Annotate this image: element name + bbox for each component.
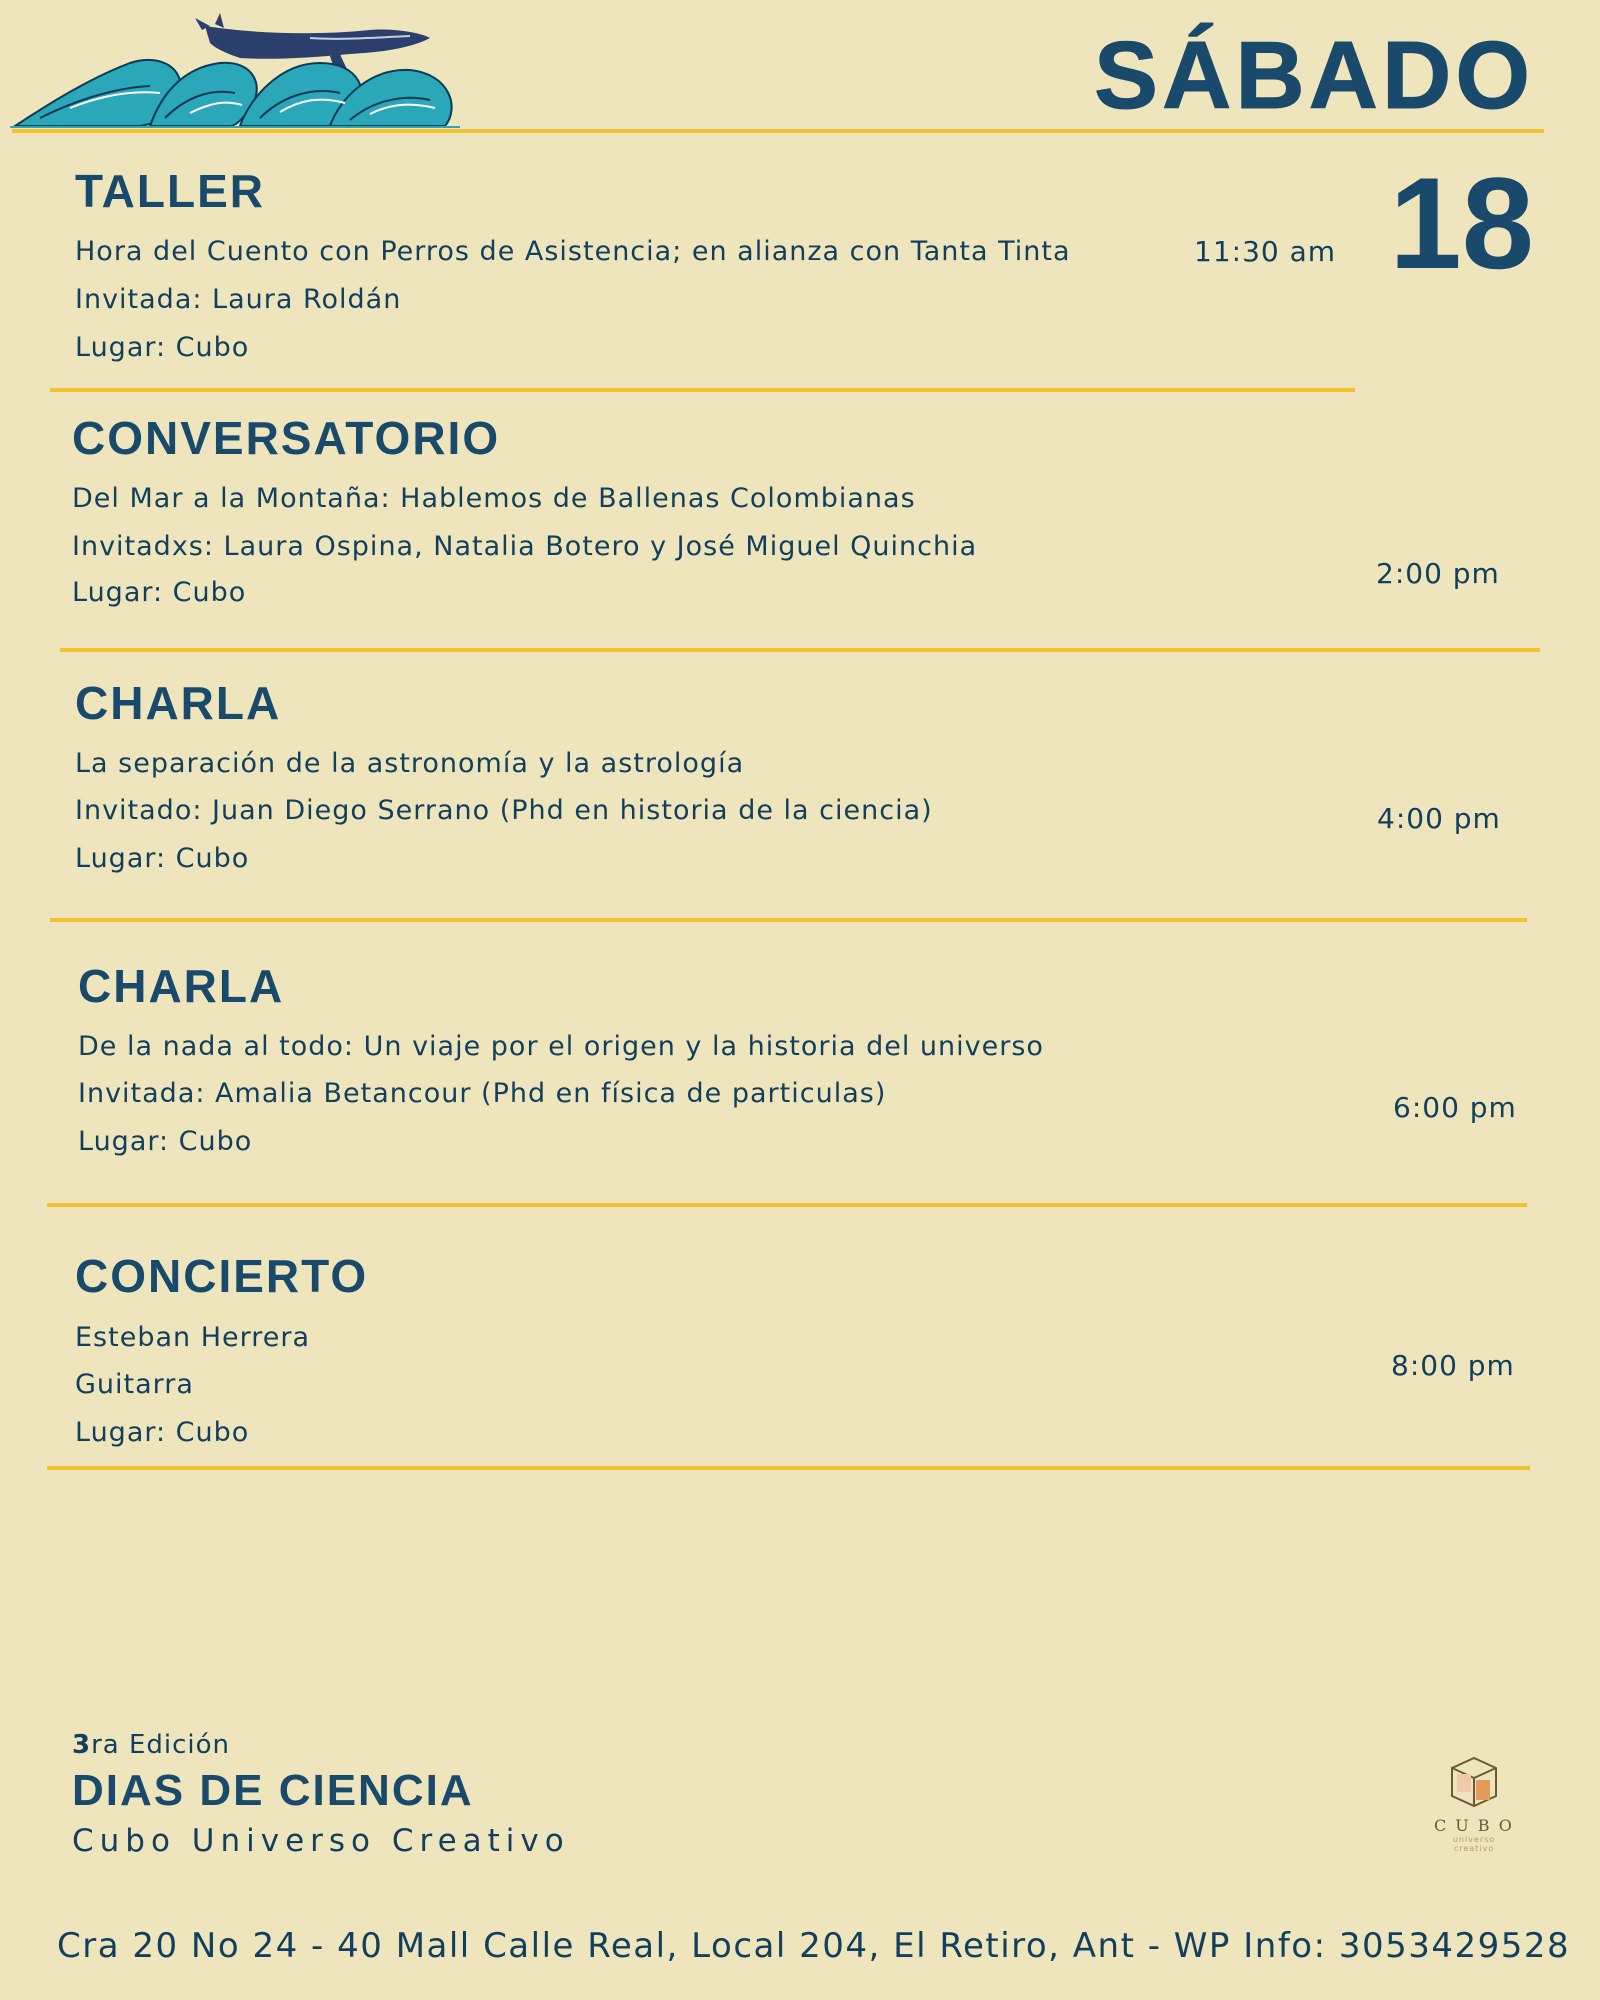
event-category: CONVERSATORIO <box>72 412 501 464</box>
organizer-name: Cubo Universo Creativo <box>72 1823 570 1859</box>
event-guest: Invitadxs: Laura Ospina, Natalia Botero y José Miguel Quinchia <box>72 531 978 562</box>
event-title: Esteban Herrera <box>75 1322 311 1353</box>
event-location: Lugar: Cubo <box>75 843 250 874</box>
event-location: Lugar: Cubo <box>78 1126 253 1157</box>
edition-suffix: ra Edición <box>91 1730 231 1760</box>
event-title: De la nada al todo: Un viaje por el origen y la historia del universo <box>78 1031 1044 1062</box>
event-category: CHARLA <box>75 677 282 729</box>
logo-subtitle: universo creativo <box>1452 1835 1496 1853</box>
event-category: CHARLA <box>78 960 285 1012</box>
event-category: TALLER <box>75 165 266 217</box>
event-location: Lugar: Cubo <box>75 1417 250 1448</box>
event-title: Hora del Cuento con Perros de Asistencia; en alianza con Tanta Tinta <box>75 236 1071 267</box>
event-guest: Guitarra <box>75 1369 194 1400</box>
festival-name: DIAS DE CIENCIA <box>72 1766 474 1815</box>
event-time: 8:00 pm <box>1391 1349 1515 1382</box>
event-divider <box>47 1466 1530 1470</box>
event-title: La separación de la astronomía y la astrología <box>75 748 745 779</box>
event-divider <box>47 1203 1527 1207</box>
event-divider <box>50 388 1355 392</box>
whale-wave-illustration <box>10 8 460 128</box>
event-guest: Invitada: Laura Roldán <box>75 284 402 315</box>
event-location: Lugar: Cubo <box>72 577 247 608</box>
event-time: 2:00 pm <box>1376 557 1500 590</box>
edition-label <box>72 1730 230 1760</box>
event-time: 6:00 pm <box>1393 1091 1517 1124</box>
logo-word: CUBO <box>1434 1816 1521 1835</box>
event-category: CONCIERTO <box>75 1250 369 1302</box>
day-heading: SÁBADO <box>1093 22 1534 129</box>
event-divider <box>50 918 1527 922</box>
cubo-logo-icon <box>1444 1752 1504 1812</box>
edition-number: 3 <box>72 1730 92 1760</box>
event-location: Lugar: Cubo <box>75 332 250 363</box>
header-divider <box>12 129 1544 133</box>
event-divider <box>60 648 1540 652</box>
event-title: Del Mar a la Montaña: Hablemos de Ballenas Colombianas <box>72 483 916 514</box>
event-time: 4:00 pm <box>1377 802 1501 835</box>
date-number: 18 <box>1389 150 1534 296</box>
event-guest: Invitado: Juan Diego Serrano (Phd en historia de la ciencia) <box>75 795 933 826</box>
event-guest: Invitada: Amalia Betancour (Phd en física de particulas) <box>78 1078 887 1109</box>
event-time: 11:30 am <box>1194 235 1337 268</box>
address-line: Cra 20 No 24 - 40 Mall Calle Real, Local 204, El Retiro, Ant - WP Info: 3053429528 <box>57 1926 1571 1966</box>
cubo-logo <box>1434 1752 1521 1862</box>
